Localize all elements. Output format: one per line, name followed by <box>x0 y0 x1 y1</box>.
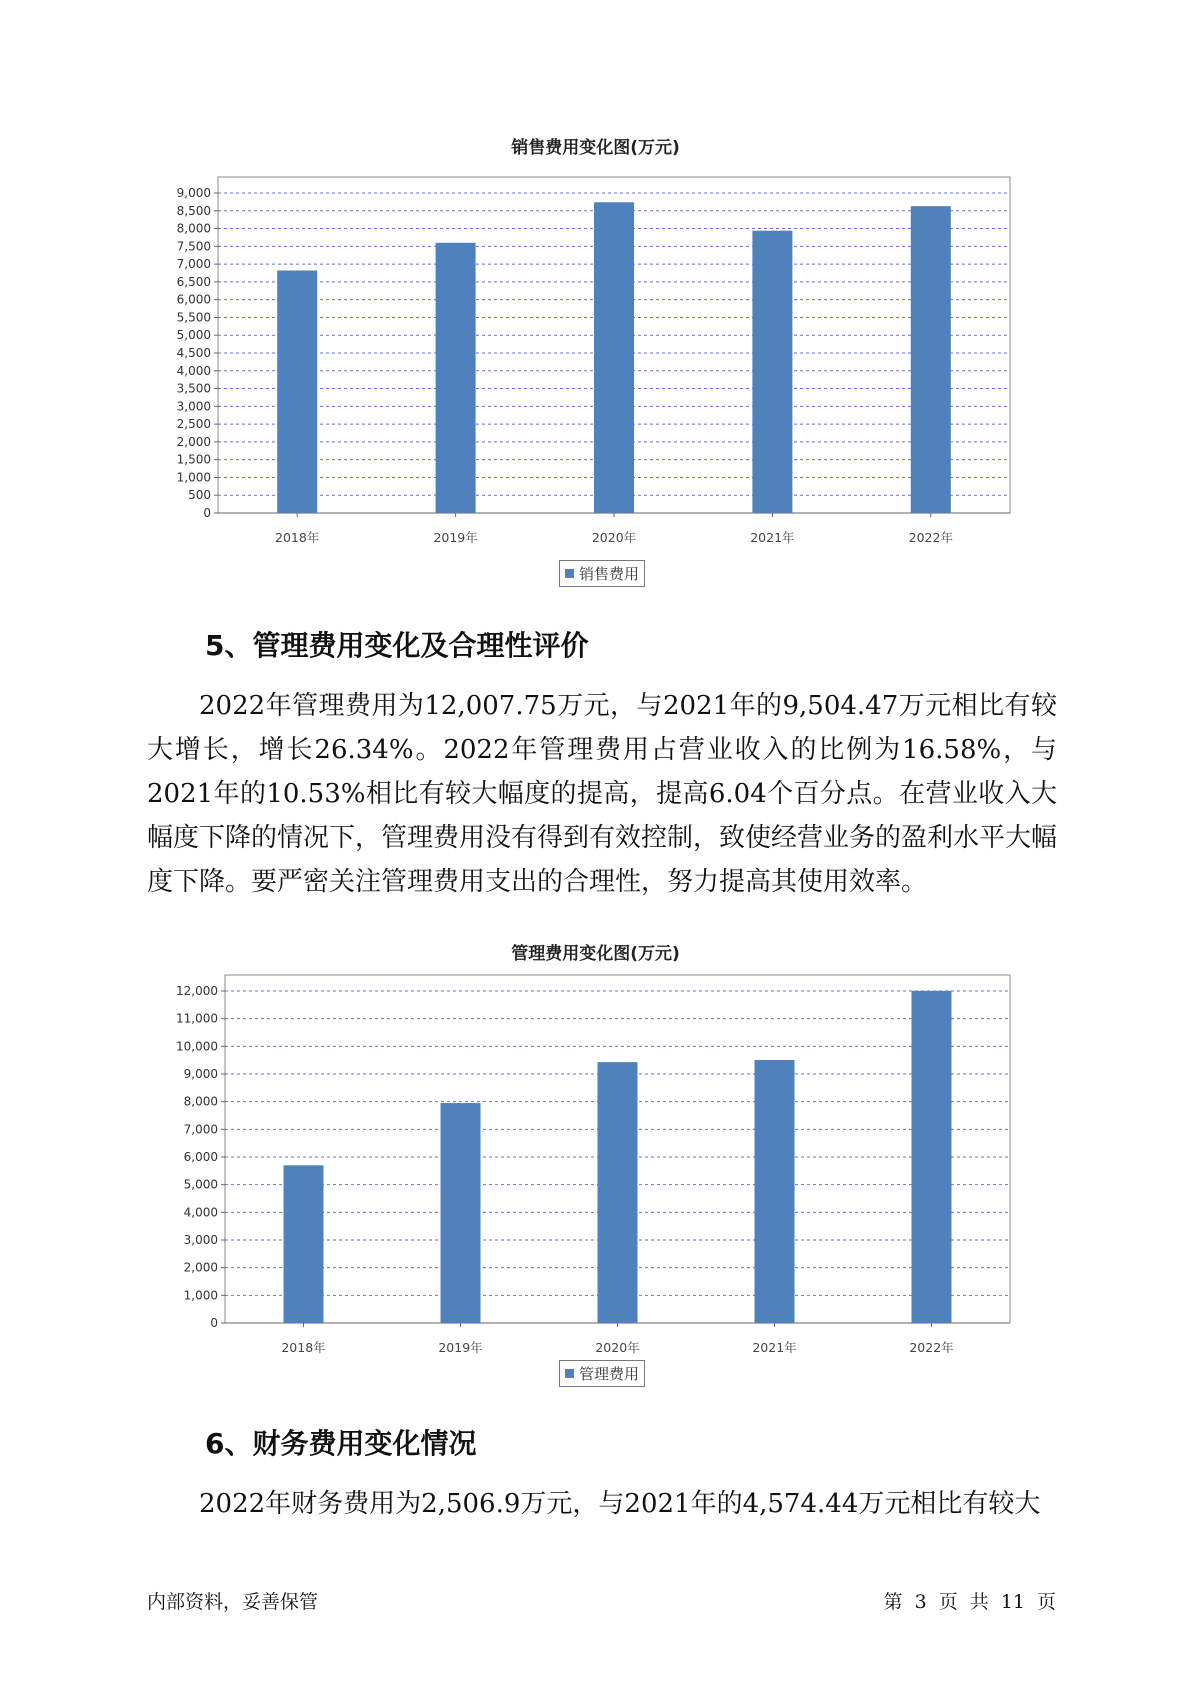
sales-expense-chart-svg <box>150 160 1050 545</box>
bar <box>598 1062 638 1323</box>
bar <box>284 1165 324 1323</box>
bar <box>752 231 792 513</box>
y-tick-label: 5,500 <box>176 310 211 325</box>
y-tick-label: 5,000 <box>176 328 211 343</box>
y-tick-label: 9,000 <box>176 186 211 200</box>
y-tick-label: 3,000 <box>176 399 211 414</box>
chart-title-admin: 管理费用变化图(万元) <box>511 944 680 964</box>
section-5-heading: 5、管理费用变化及合理性评价 <box>205 629 589 662</box>
y-tick-label: 7,000 <box>183 1122 218 1137</box>
admin-expense-chart <box>150 975 1050 1355</box>
y-tick-label: 2,000 <box>183 1260 218 1275</box>
bar <box>441 1103 481 1323</box>
admin-chart-legend <box>559 1360 645 1387</box>
footer-page-number: 第 3 页 共 11 页 <box>883 1591 1056 1613</box>
x-tick-label: 2018年 <box>281 1340 326 1355</box>
legend-swatch <box>565 1369 574 1378</box>
x-tick-label: 2021年 <box>752 1340 797 1355</box>
x-tick-label: 2022年 <box>908 530 953 545</box>
x-tick-label: 2019年 <box>438 1340 483 1355</box>
y-tick-label: 500 <box>188 488 211 503</box>
section-6-heading: 6、财务费用变化情况 <box>205 1427 477 1460</box>
y-tick-label: 9,000 <box>183 1067 218 1081</box>
y-tick-label: 4,000 <box>183 1205 218 1220</box>
sales-chart-legend <box>559 560 645 587</box>
x-tick-label: 2020年 <box>595 1340 640 1355</box>
y-tick-label: 8,000 <box>183 1094 218 1109</box>
y-tick-label: 7,000 <box>176 257 211 272</box>
bar <box>594 202 634 513</box>
x-tick-label: 2022年 <box>909 1340 954 1355</box>
legend-label: 管理费用 <box>579 1365 640 1383</box>
footer-confidential-note: 内部资料，妥善保管 <box>147 1591 319 1613</box>
y-tick-label: 6,000 <box>176 292 211 307</box>
sales-expense-chart <box>150 160 1050 545</box>
y-tick-label: 4,500 <box>176 346 211 360</box>
section-5-paragraph: 2022年管理费用为12,007.75万元，与2021年的9,504.47万元相比有较大增长，增长26.34%。2022年管理费用占营业收入的比例为16.58%，与2021年的10.53%相比有较大幅度的提高，提高6.04个百分点。在营业收入大幅度下降的情况下，管理费用没有得到有效控制，致使经营业务的盈利水平大幅度下降。要严密关注管理费用支出的合理性，努力提高其使用效率。 <box>147 691 1058 897</box>
y-tick-label: 7,500 <box>176 239 211 254</box>
bar <box>911 206 951 513</box>
y-tick-label: 2,000 <box>176 434 211 449</box>
x-tick-label: 2020年 <box>591 530 637 545</box>
y-tick-label: 1,000 <box>183 1288 218 1303</box>
x-tick-label: 2019年 <box>433 530 478 545</box>
y-tick-label: 3,500 <box>176 381 211 396</box>
x-tick-label: 2021年 <box>750 530 795 545</box>
legend-swatch <box>565 569 574 578</box>
y-tick-label: 1,500 <box>176 452 211 467</box>
y-tick-label: 10,000 <box>176 1039 218 1054</box>
bar <box>912 991 952 1323</box>
y-tick-label: 5,000 <box>183 1177 218 1192</box>
chart-title-sales: 销售费用变化图(万元) <box>511 138 680 158</box>
y-tick-label: 8,000 <box>176 221 211 236</box>
y-tick-label: 6,000 <box>183 1150 218 1164</box>
legend-label: 销售费用 <box>579 565 640 583</box>
y-tick-label: 1,000 <box>176 470 211 485</box>
y-tick-label: 0 <box>210 1316 218 1330</box>
y-tick-label: 3,000 <box>183 1233 218 1247</box>
y-tick-label: 2,500 <box>176 417 211 432</box>
bar <box>277 271 317 513</box>
y-tick-label: 12,000 <box>176 984 218 998</box>
y-tick-label: 8,500 <box>176 203 211 218</box>
y-tick-label: 6,500 <box>176 274 211 289</box>
y-tick-label: 11,000 <box>176 1011 218 1026</box>
x-tick-label: 2018年 <box>275 530 320 545</box>
y-tick-label: 0 <box>203 506 211 520</box>
bar <box>755 1060 795 1323</box>
y-tick-label: 4,000 <box>176 363 211 378</box>
section-6-paragraph: 2022年财务费用为2,506.9万元，与2021年的4,574.44万元相比有较大 <box>199 1489 1041 1519</box>
bar <box>436 243 476 513</box>
admin-expense-chart-svg <box>150 975 1050 1355</box>
